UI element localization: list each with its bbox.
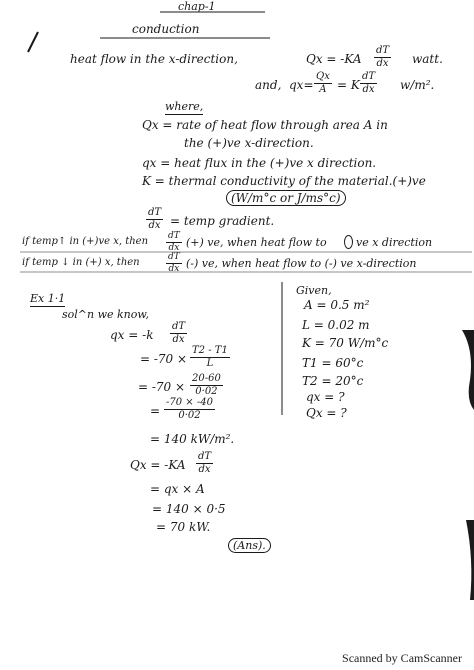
fraction-denominator: dx xyxy=(362,84,375,95)
fraction-denominator: dx xyxy=(168,264,180,274)
step-7: = qx × A xyxy=(150,482,205,496)
dT-dx-fraction-2 xyxy=(360,72,377,95)
given-item-qx: qx = ? xyxy=(306,390,345,404)
fraction-numerator: T2 - T1 xyxy=(192,345,228,356)
step-1-lhs: qx = -k xyxy=(110,328,154,342)
dT-dx-fraction-4 xyxy=(166,232,182,253)
fraction-numerator: -70 × -40 xyxy=(166,397,213,408)
step-6-dT-dx xyxy=(196,452,213,475)
fraction-denominator: dx xyxy=(172,334,185,345)
dT-dx-fraction-5 xyxy=(166,253,182,274)
and-label: and, xyxy=(255,78,282,92)
step-3-fraction xyxy=(190,374,223,397)
Qx-over-A-fraction xyxy=(314,72,332,95)
page-edge-shadow-1 xyxy=(462,330,474,410)
page-edge-shadow-2 xyxy=(466,520,474,600)
fraction-numerator: dT xyxy=(362,71,376,82)
dT-dx-fraction-3 xyxy=(146,208,163,231)
given-item-conductivity: K = 70 W/m°c xyxy=(302,336,389,350)
answer-badge: (Ans). xyxy=(228,538,271,553)
fraction-denominator: dx xyxy=(148,220,161,231)
example-title: Ex 1·1 xyxy=(30,292,66,305)
step-2-fraction xyxy=(190,346,230,369)
step-4-lhs: = xyxy=(150,404,161,418)
step-9-result: = 70 kW. xyxy=(156,520,211,534)
fraction-numerator: 20-60 xyxy=(192,373,221,384)
heat-flow-label: heat flow in the x-direction, xyxy=(70,52,238,66)
fraction-numerator: dT xyxy=(376,45,390,56)
step-4-fraction xyxy=(164,398,215,421)
step-1-dT-dx xyxy=(170,322,187,345)
scanner-watermark: Scanned by CamScanner xyxy=(342,651,462,665)
fraction-denominator: 0·02 xyxy=(178,410,201,421)
equals-k: = K xyxy=(337,78,360,92)
q-small-unit: w/m². xyxy=(400,78,435,92)
topic-title: conduction xyxy=(132,22,200,36)
fraction-denominator: L xyxy=(206,358,214,369)
fraction-numerator: dT xyxy=(168,231,180,241)
q-small-lhs: qx= xyxy=(289,78,314,92)
qx-unit: watt. xyxy=(412,52,443,66)
fraction-numerator: dT xyxy=(172,321,186,332)
def-q-line: qx = heat flux in the (+)ve x direction. xyxy=(142,156,377,170)
fraction-numerator: dT xyxy=(148,207,162,218)
fraction-numerator: dT xyxy=(168,252,180,262)
given-title: Given, xyxy=(296,284,332,297)
margin-stroke xyxy=(28,32,38,52)
step-2-lhs: = -70 × xyxy=(140,352,188,366)
step-6-lhs: Qx = -KA xyxy=(130,458,186,472)
solution-we-know: sol^n we know, xyxy=(62,308,149,321)
dT-dx-fraction-1 xyxy=(374,46,391,69)
fraction-denominator: dx xyxy=(168,243,180,253)
rule-2-condition: if temp ↓ in (+) x, then xyxy=(22,257,140,268)
def-Qx-line-1: Qx = rate of heat flow through area A in xyxy=(142,118,388,132)
given-item-area: A = 0.5 m² xyxy=(304,298,370,312)
chapter-label: chap-1 xyxy=(178,0,216,13)
given-item-Qx: Qx = ? xyxy=(306,406,347,420)
rule-1-sign-circle xyxy=(344,235,353,249)
step-8: = 140 × 0·5 xyxy=(152,502,226,516)
fraction-denominator: dx xyxy=(376,58,389,69)
given-item-T1: T1 = 60°c xyxy=(302,356,364,370)
fraction-denominator: 0·02 xyxy=(195,386,218,397)
def-k-units-box: (W/m°c or J/ms°c) xyxy=(226,190,346,206)
given-item-T2: T2 = 20°c xyxy=(302,374,364,388)
rule-2-result: (-) ve, when heat flow to (-) ve x-direction xyxy=(186,257,417,270)
rule-1-condition: if temp↑ in (+)ve x, then xyxy=(22,236,149,247)
given-item-length: L = 0.02 m xyxy=(302,318,370,332)
where-label: where, xyxy=(165,100,204,113)
qx-equation-lhs: Qx = -KA xyxy=(306,52,362,66)
rule-1-direction: ve x direction xyxy=(356,236,433,249)
def-Qx-line-2: the (+)ve x-direction. xyxy=(184,136,314,150)
fraction-denominator: A xyxy=(319,84,327,95)
fraction-numerator: Qx xyxy=(316,71,330,82)
fraction-denominator: dx xyxy=(198,464,211,475)
def-k-line-1: K = thermal conductivity of the material.(+)ve xyxy=(142,174,426,188)
fraction-numerator: dT xyxy=(198,451,212,462)
step-3-lhs: = -70 × xyxy=(138,380,186,394)
rule-1-result: (+) ve, when heat flow to xyxy=(186,236,327,249)
temp-gradient-label: = temp gradient. xyxy=(170,214,275,228)
step-5-result: = 140 kW/m². xyxy=(150,432,235,446)
